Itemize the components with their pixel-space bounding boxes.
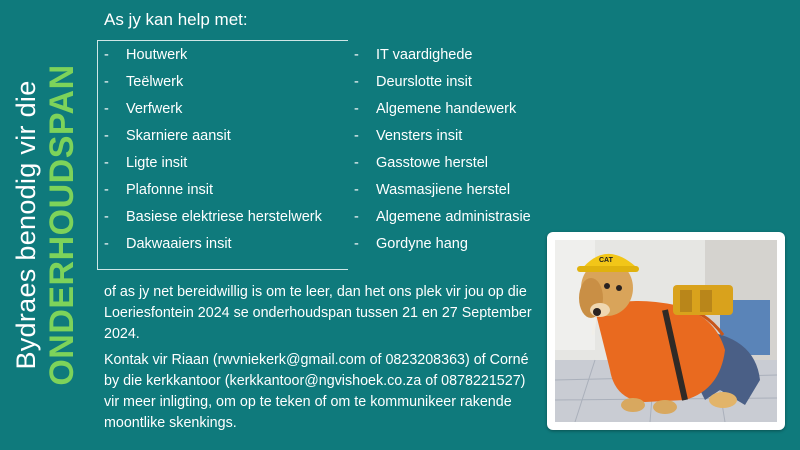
side-title — [6, 4, 84, 446]
list-item: - Vensters insit — [354, 128, 463, 144]
dog-photo-illustration — [555, 240, 777, 422]
list-item: - Gordyne hang — [354, 236, 468, 252]
list-item: - Plafonne insit — [104, 182, 214, 198]
list-item: - Dakwaaiers insit — [104, 236, 232, 252]
list-item: - Algemene handewerk — [354, 101, 517, 117]
list-item: - Basiese elektriese herstelwerk — [104, 209, 322, 225]
list-item: - Ligte insit — [104, 155, 188, 171]
side-title-line2: ONDERHOUDSPAN — [43, 64, 81, 386]
list-item: - Gasstowe herstel — [354, 155, 489, 171]
hat-label: CAT — [599, 257, 613, 264]
list-item: - Verfwerk — [104, 101, 183, 117]
list-item: - Wasmasjiene herstel — [354, 182, 511, 198]
skills-list-right — [354, 44, 531, 260]
skills-list-left — [104, 44, 322, 260]
contact-paragraph: Kontak vir Riaan (rwvniekerk@gmail.com of 0823208363) of Corné by die kerkkantoor (kerkkantoor@ngvishoek.co.za of 0878221527) vir meer inligting, om op te teken of om te kommunikeer rakende moontlike skenkings. — [104, 352, 529, 431]
list-item: - Houtwerk — [104, 47, 188, 63]
side-title-line1: Bydraes benodig vir die — [11, 80, 41, 370]
intro-heading: As jy kan help met: — [104, 10, 248, 29]
list-item: - Skarniere aansit — [104, 128, 231, 144]
list-item: - Teëlwerk — [104, 74, 184, 90]
list-item: - Deurslotte insit — [354, 74, 472, 90]
invitation-paragraph: of as jy net bereidwillig is om te leer, dan het ons plek vir jou op die Loeriesfontein 2024 se onderhoudspan tussen 21 en 27 September 2024. — [104, 284, 532, 342]
dog-in-builder-costume-photo — [547, 232, 785, 430]
list-item: - IT vaardighede — [354, 47, 473, 63]
list-item: - Algemene administrasie — [354, 209, 531, 225]
